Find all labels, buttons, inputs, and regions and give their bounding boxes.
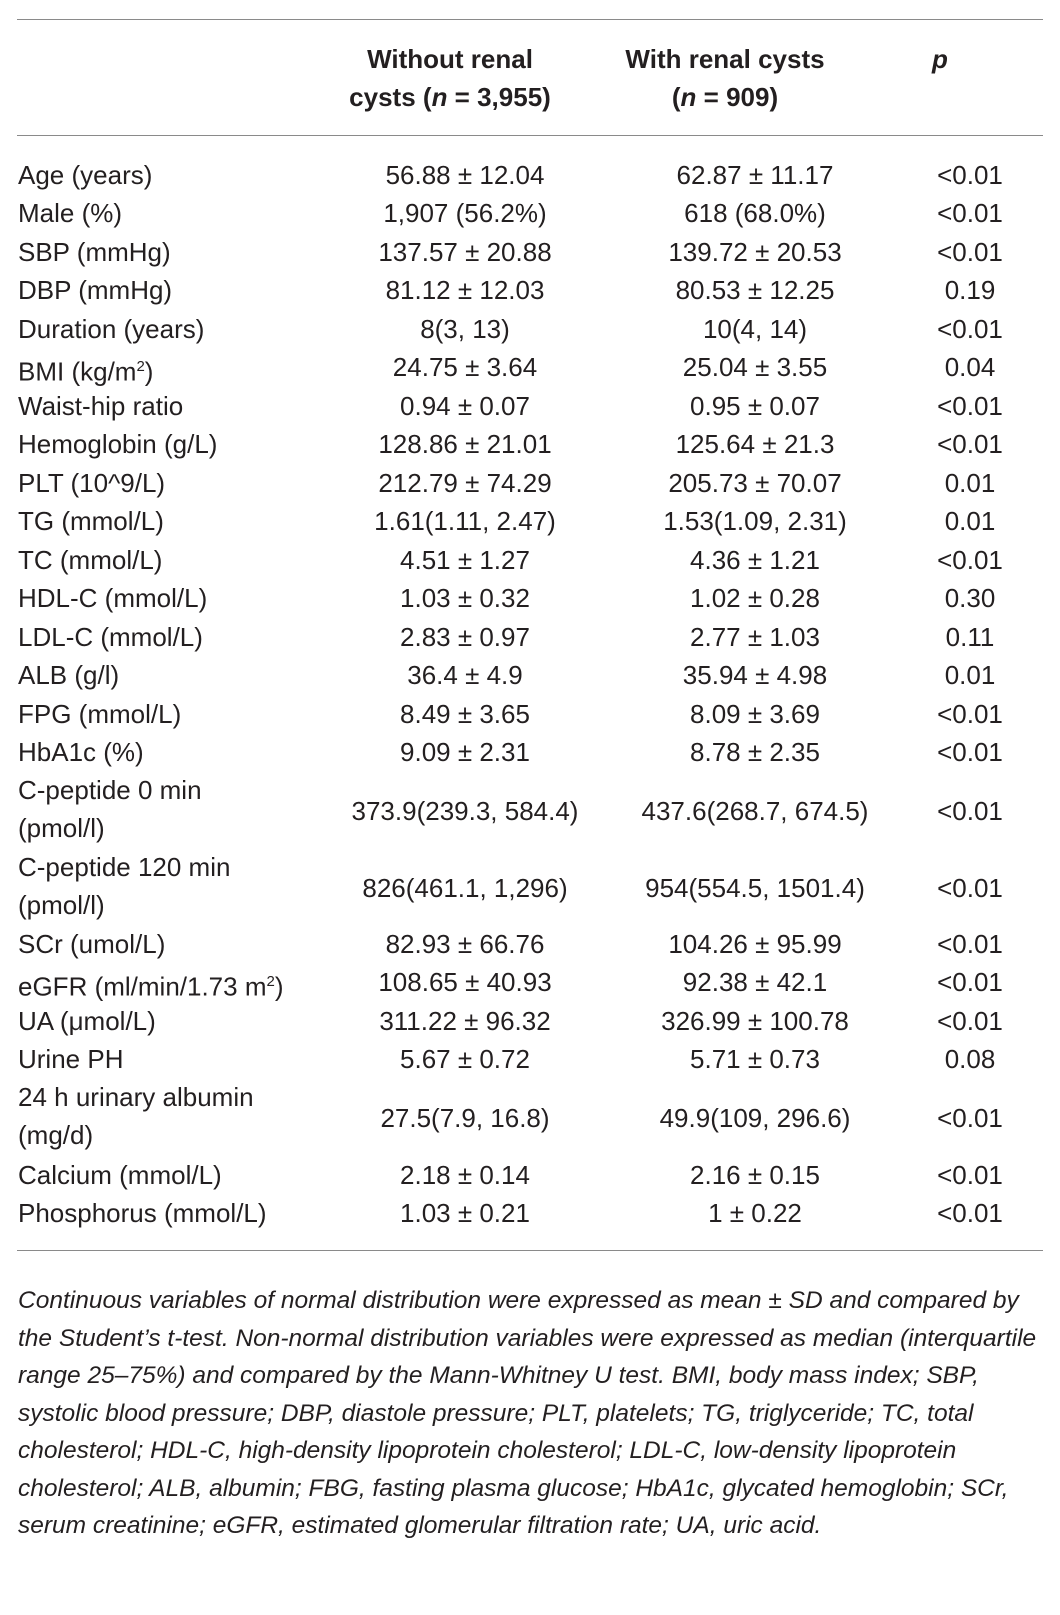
table-row <box>0 924 1060 964</box>
cell-without: 2.18 ± 0.14 <box>400 1160 530 1190</box>
cell-p: <0.01 <box>937 737 1003 767</box>
table-row <box>0 232 1060 272</box>
cell-p: <0.01 <box>937 699 1003 729</box>
row-label: UA (μmol/L) <box>18 1006 156 1036</box>
cell-with: 4.36 ± 1.21 <box>690 545 820 575</box>
cell-with: 125.64 ± 21.3 <box>675 429 835 459</box>
cell-with: 25.04 ± 3.55 <box>682 352 828 382</box>
table-row <box>0 347 1060 387</box>
cell-p: 0.01 <box>944 468 996 498</box>
cell-without: 1.61(1.11, 2.47) <box>374 506 556 536</box>
row-label: C-peptide 120 min (pmol/l) <box>18 852 231 920</box>
cell-with: 5.71 ± 0.73 <box>690 1044 820 1074</box>
row-label: 24 h urinary albumin (mg/d) <box>18 1082 254 1150</box>
table-row <box>0 694 1060 734</box>
cell-p: 0.01 <box>944 506 996 536</box>
cell-with: 437.6(268.7, 674.5) <box>641 796 869 826</box>
cell-without: 0.94 ± 0.07 <box>400 391 530 421</box>
header-rule <box>17 135 1043 136</box>
row-label: DBP (mmHg) <box>18 275 173 305</box>
cell-with: 104.26 ± 95.99 <box>668 929 842 959</box>
cell-p: <0.01 <box>937 198 1003 228</box>
table-row <box>0 771 1060 851</box>
row-label: Age (years) <box>18 160 153 190</box>
cell-p: 0.01 <box>944 660 996 690</box>
row-label: LDL-C (mmol/L) <box>18 622 203 652</box>
cell-without: 1.03 ± 0.21 <box>400 1198 530 1228</box>
cell-p: <0.01 <box>937 1103 1003 1133</box>
table-row <box>0 578 1060 618</box>
table-row <box>0 1155 1060 1195</box>
row-label: FPG (mmol/L) <box>18 699 182 729</box>
cell-p: <0.01 <box>937 929 1003 959</box>
table-row <box>0 617 1060 657</box>
cell-p: 0.08 <box>944 1044 996 1074</box>
header-with-line1: With renal cysts <box>625 44 825 74</box>
table-row <box>0 962 1060 1002</box>
bottom-rule <box>17 1250 1043 1251</box>
cell-with: 49.9(109, 296.6) <box>659 1103 851 1133</box>
cell-with: 2.77 ± 1.03 <box>690 622 820 652</box>
cell-with: 326.99 ± 100.78 <box>661 1006 849 1036</box>
cell-p: <0.01 <box>937 1198 1003 1228</box>
cell-with: 62.87 ± 11.17 <box>676 160 834 190</box>
cell-with: 0.95 ± 0.07 <box>690 391 820 421</box>
table-row <box>0 655 1060 695</box>
cell-p: 0.30 <box>944 583 996 613</box>
table-row <box>0 732 1060 772</box>
cell-without: 1,907 (56.2%) <box>383 198 547 228</box>
row-label: BMI $(kg/m^2)$ <box>18 356 154 387</box>
table-row <box>0 463 1060 503</box>
table-row <box>0 501 1060 541</box>
cell-with: 205.73 ± 70.07 <box>668 468 842 498</box>
cell-with: 1.53(1.09, 2.31) <box>663 506 847 536</box>
cell-with: 1 ± 0.22 <box>708 1198 802 1228</box>
cell-without: 373.9(239.3, 584.4) <box>351 796 579 826</box>
row-label: Calcium (mmol/L) <box>18 1160 222 1190</box>
table-row <box>0 1193 1060 1233</box>
cell-p: <0.01 <box>937 314 1003 344</box>
cell-with: 35.94 ± 4.98 <box>682 660 828 690</box>
table-row <box>0 1078 1060 1158</box>
table-row <box>0 540 1060 580</box>
cell-without: 8(3, 13) <box>420 314 510 344</box>
cell-p: <0.01 <box>937 1006 1003 1036</box>
row-label: Waist-hip ratio <box>18 391 184 421</box>
table-row <box>0 309 1060 349</box>
table-row <box>0 424 1060 464</box>
header-p: p <box>932 44 948 74</box>
cell-p: <0.01 <box>937 796 1003 826</box>
cell-without: 27.5(7.9, 16.8) <box>380 1103 550 1133</box>
table-row <box>0 270 1060 310</box>
cell-p: <0.01 <box>937 160 1003 190</box>
cell-with: 2.16 ± 0.15 <box>690 1160 820 1190</box>
cell-without: 81.12 ± 12.03 <box>385 275 545 305</box>
cell-p: <0.01 <box>937 429 1003 459</box>
header-without-line1: Without renal <box>367 44 533 74</box>
cell-without: 5.67 ± 0.72 <box>400 1044 530 1074</box>
cell-without: 137.57 ± 20.88 <box>378 237 552 267</box>
table-row <box>0 1001 1060 1041</box>
row-label: Duration (years) <box>18 314 205 344</box>
cell-p: <0.01 <box>937 237 1003 267</box>
cell-without: 212.79 ± 74.29 <box>378 468 552 498</box>
table-row <box>0 155 1060 195</box>
header-without-line2: cysts (n = 3,955) <box>349 82 551 112</box>
cell-with: 92.38 ± 42.1 <box>682 967 828 997</box>
row-label: eGFR (ml/min/1.73 $m^2$) <box>18 971 284 1002</box>
row-label: Hemoglobin (g/L) <box>18 429 218 459</box>
cell-with: 8.78 ± 2.35 <box>690 737 820 767</box>
cell-without: 56.88 ± 12.04 <box>385 160 545 190</box>
cell-without: 9.09 ± 2.31 <box>400 737 530 767</box>
header-with-cysts <box>600 40 850 116</box>
cell-with: 10(4, 14) <box>702 314 808 344</box>
cell-p: <0.01 <box>937 1160 1003 1190</box>
cell-p: <0.01 <box>937 967 1003 997</box>
cell-with: 139.72 ± 20.53 <box>668 237 842 267</box>
table-footnote: Continuous variables of normal distribution were expressed as mean ± SD and compared by the Student’s t-test. Non-normal distribution variables were expressed as median (interquartile range 25–75%) and compared by the Mann-Whitney U test. BMI, body mass index; SBP, systolic blood pressure; DBP, diastole pressure; PLT, platelets; TG, triglyceride; TC, total cholesterol; HDL-C, high-density lipoprotein cholesterol; LDL-C, low-density lipoprotein cholesterol; ALB, albumin; FBG, fasting plasma glucose; HbA1c, glycated hemoglobin; SCr, serum creatinine; eGFR, estimated glomerular filtration rate; UA, uric acid. <box>18 1287 1037 1539</box>
top-rule <box>17 19 1043 20</box>
table-row <box>0 193 1060 233</box>
row-label: C-peptide 0 min (pmol/l) <box>18 775 202 843</box>
cell-p: <0.01 <box>937 873 1003 903</box>
cell-p: 0.04 <box>944 352 996 382</box>
row-label: HDL-C (mmol/L) <box>18 583 208 613</box>
cell-without: 82.93 ± 66.76 <box>385 929 545 959</box>
row-label: PLT (10^9/L) <box>18 468 166 498</box>
row-label: SBP (mmHg) <box>18 237 171 267</box>
cell-with: 1.02 ± 0.28 <box>690 583 820 613</box>
row-label: Phosphorus (mmol/L) <box>18 1198 267 1228</box>
cell-with: 618 (68.0%) <box>684 198 826 228</box>
cell-without: 24.75 ± 3.64 <box>392 352 538 382</box>
cell-without: 108.65 ± 40.93 <box>378 967 552 997</box>
cell-without: 36.4 ± 4.9 <box>407 660 523 690</box>
cell-without: 128.86 ± 21.01 <box>378 429 552 459</box>
header-with-line2: (n = 909) <box>671 82 779 112</box>
row-label: SCr (umol/L) <box>18 929 166 959</box>
cell-without: 311.22 ± 96.32 <box>379 1006 551 1036</box>
cell-p: <0.01 <box>937 545 1003 575</box>
cell-p: 0.19 <box>944 275 996 305</box>
table-row <box>0 848 1060 928</box>
row-label: TC (mmol/L) <box>18 545 163 575</box>
row-label: HbA1c (%) <box>18 737 144 767</box>
row-label: Urine PH <box>18 1044 124 1074</box>
cell-p: <0.01 <box>937 391 1003 421</box>
row-label: TG (mmol/L) <box>18 506 164 536</box>
header-without-cysts <box>320 40 580 116</box>
cell-without: 4.51 ± 1.27 <box>400 545 530 575</box>
table-row <box>0 386 1060 426</box>
cell-without: 8.49 ± 3.65 <box>400 699 530 729</box>
cell-with: 80.53 ± 12.25 <box>675 275 835 305</box>
row-label: ALB (g/l) <box>18 660 120 690</box>
cell-without: 826(461.1, 1,296) <box>362 873 568 903</box>
row-label: Male (%) <box>18 198 123 228</box>
cell-without: 1.03 ± 0.32 <box>400 583 530 613</box>
cell-with: 8.09 ± 3.69 <box>690 699 820 729</box>
cell-without: 2.83 ± 0.97 <box>400 622 530 652</box>
table-row <box>0 1039 1060 1079</box>
cell-with: 954(554.5, 1501.4) <box>645 873 865 903</box>
cell-p: 0.11 <box>945 622 995 652</box>
